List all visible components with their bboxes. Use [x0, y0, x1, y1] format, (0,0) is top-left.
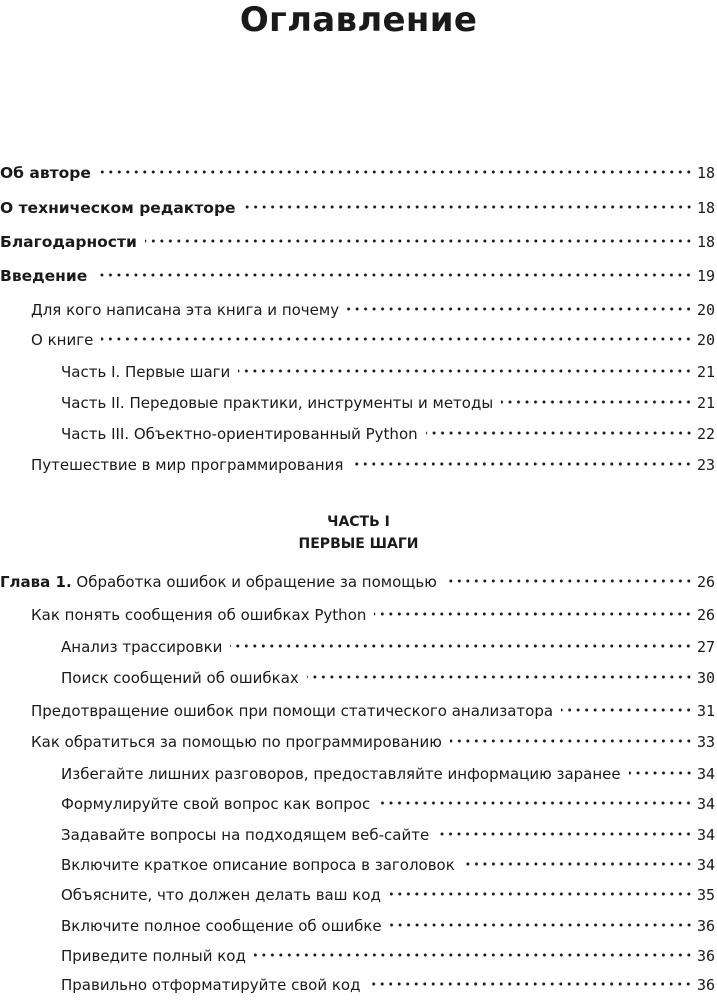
dot-leader — [445, 579, 693, 583]
toc-entry-traceback[interactable] — [61, 632, 715, 662]
toc-entry-question-form[interactable] — [61, 789, 715, 819]
dot-leader — [629, 771, 693, 775]
dot-leader — [463, 862, 693, 866]
dot-leader — [238, 369, 693, 373]
toc-entry-label: Как понять сообщения об ошибках Python — [31, 606, 367, 624]
toc-entry-label: Избегайте лишних разговоров, предоставляйте информацию заранее — [61, 765, 621, 783]
toc-entry-page: 18 — [696, 199, 715, 217]
toc-entry-label: Часть III. Объектно-ориентированный Python — [61, 425, 418, 443]
dot-leader — [378, 801, 693, 805]
toc-entry-page: 26 — [696, 573, 715, 591]
toc-entry-avoid-talk[interactable] — [61, 759, 715, 789]
toc-entry-page: 34 — [696, 795, 715, 813]
toc-entry-page: 34 — [696, 765, 715, 783]
toc-entry-page: 27 — [696, 638, 715, 656]
toc-entry-part-3[interactable] — [61, 419, 715, 449]
toc-entry-page: 36 — [696, 917, 715, 935]
toc-entry-page: 26 — [696, 606, 715, 624]
toc-entry-label: Введение — [0, 267, 88, 285]
chapter-title: Обработка ошибок и обращение за помощью — [71, 573, 437, 591]
toc-entry-page: 18 — [696, 233, 715, 251]
toc-entry-acknowledgments[interactable] — [0, 227, 715, 257]
toc-entry-label: Включите краткое описание вопроса в заголовок — [61, 856, 455, 874]
toc-entry-label: Задавайте вопросы на подходящем веб-сайте — [61, 826, 430, 844]
dot-leader — [101, 337, 693, 341]
toc-entry-part-1[interactable] — [61, 357, 715, 387]
toc-entry-label: Путешествие в мир программирования — [31, 456, 344, 474]
toc-entry-page: 36 — [696, 976, 715, 994]
toc-entry-tech-editor[interactable] — [0, 193, 715, 223]
dot-leader — [368, 982, 692, 986]
toc-entry-format-code[interactable] — [61, 970, 715, 1000]
toc-entry-label: Включите полное сообщение об ошибке — [61, 917, 382, 935]
chapter-prefix: Глава 1. — [0, 573, 72, 591]
part-name: ПЕРВЫЕ ШАГИ — [298, 536, 419, 552]
toc-entry-page: 35 — [696, 886, 715, 904]
toc-entry-who-is-book-for[interactable] — [31, 295, 715, 325]
toc-entry-label: Часть I. Первые шаги — [61, 363, 231, 381]
dot-leader — [145, 239, 693, 243]
toc-entry-label: Как обратиться за помощью по программированию — [31, 733, 442, 751]
toc-entry-page: 21 — [696, 394, 715, 412]
part-number: ЧАСТЬ I — [327, 514, 390, 530]
dot-leader — [351, 462, 693, 466]
toc-entry-explain-code[interactable] — [61, 880, 715, 910]
toc-entry-page: 22 — [696, 425, 715, 443]
toc-entry-about-author[interactable] — [0, 158, 715, 188]
toc-entry-page: 36 — [696, 947, 715, 965]
toc-entry-understand-errors[interactable] — [31, 600, 715, 630]
dot-leader — [254, 953, 693, 957]
dot-leader — [561, 708, 693, 712]
dot-leader — [426, 431, 693, 435]
toc-entry-label: Формулируйте свой вопрос как вопрос — [61, 795, 371, 813]
dot-leader — [95, 273, 693, 277]
toc-entry-page: 20 — [696, 331, 715, 349]
toc-entry-part-2[interactable] — [61, 388, 715, 418]
dot-leader — [437, 832, 693, 836]
toc-entry-search-errors[interactable] — [61, 663, 715, 693]
toc-entry-page: 33 — [696, 733, 715, 751]
toc-entry-page: 23 — [696, 456, 715, 474]
dot-leader — [501, 400, 693, 404]
toc-entry-label — [0, 567, 437, 597]
toc-entry-page: 19 — [696, 267, 715, 285]
toc-entry-journey[interactable] — [31, 450, 715, 480]
toc-entry-label: Анализ трассировки — [61, 638, 223, 656]
toc-entry-chapter-1[interactable] — [0, 567, 715, 597]
toc-entry-page: 34 — [696, 826, 715, 844]
toc-entry-right-site[interactable] — [61, 820, 715, 850]
toc-entry-summary-title[interactable] — [61, 850, 715, 880]
toc-entry-page: 31 — [696, 702, 715, 720]
toc-entry-label: О книге — [31, 331, 94, 349]
toc-entry-page: 20 — [696, 301, 715, 319]
toc-entry-label: Предотвращение ошибок при помощи статического анализатора — [31, 702, 554, 720]
toc-entry-label: О техническом редакторе — [0, 199, 236, 217]
dot-leader — [99, 170, 693, 174]
toc-entry-full-error[interactable] — [61, 911, 715, 941]
dot-leader — [450, 739, 693, 743]
toc-entry-full-code[interactable] — [61, 941, 715, 971]
toc-entry-label: Часть II. Передовые практики, инструменты и методы — [61, 394, 494, 412]
dot-leader — [389, 892, 693, 896]
toc-entry-label: Приведите полный код — [61, 947, 246, 965]
toc-entry-page: 18 — [696, 164, 715, 182]
toc-entry-label: Для кого написана эта книга и почему — [31, 301, 340, 319]
toc-entry-page: 21 — [696, 363, 715, 381]
toc-entry-page: 30 — [696, 669, 715, 687]
dot-leader — [390, 923, 693, 927]
dot-leader — [307, 675, 693, 679]
toc-entry-introduction[interactable] — [0, 261, 715, 291]
dot-leader — [244, 205, 693, 209]
toc-entry-linter[interactable] — [31, 696, 715, 726]
dot-leader — [230, 644, 693, 648]
toc-entry-label: Благодарности — [0, 233, 137, 251]
toc-entry-page: 34 — [696, 856, 715, 874]
toc-entry-about-book[interactable] — [31, 325, 715, 355]
dot-leader — [374, 612, 693, 616]
toc-entry-label: Правильно отформатируйте свой код — [61, 976, 361, 994]
toc-entry-ask-help[interactable] — [31, 727, 715, 757]
toc-entry-label: Поиск сообщений об ошибках — [61, 669, 299, 687]
toc-entry-label: Объясните, что должен делать ваш код — [61, 886, 381, 904]
dot-leader — [347, 307, 693, 311]
toc-entry-label: Об авторе — [0, 164, 91, 182]
page-title: Оглавление — [239, 0, 478, 40]
